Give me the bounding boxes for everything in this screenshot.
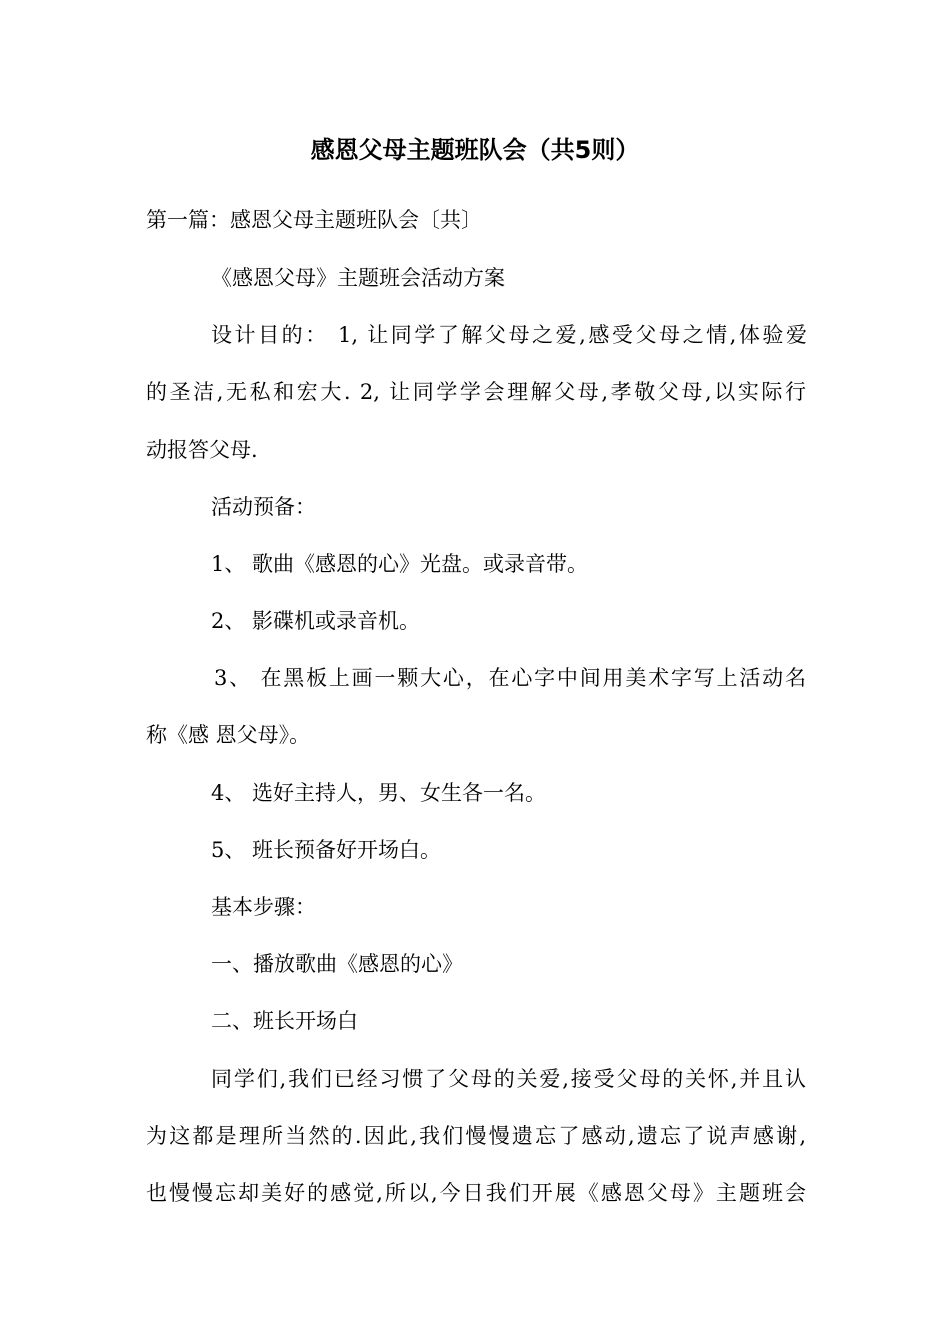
- paragraph-line: 动报答父母.: [146, 438, 258, 462]
- subheading: 基本步骤：: [211, 895, 316, 919]
- list-item-continuation: 称《感 恩父母》。: [146, 723, 311, 747]
- list-item: 3、 在黑板上画一颗大心，在心字中间用美术字写上活动名: [214, 666, 806, 690]
- list-item: 5、 班长预备好开场白。: [211, 838, 442, 862]
- paragraph-line: 设计目的： 1, 让同学了解父母之爱,感受父母之情,体验爱: [211, 323, 807, 347]
- paragraph-line: 也慢慢忘却美好的感觉,所以,今日我们开展《感恩父母》主题班会: [146, 1181, 806, 1205]
- list-item: 4、 选好主持人，男、女生各一名。: [211, 781, 547, 805]
- plan-title: 《感恩父母》主题班会活动方案: [211, 266, 505, 290]
- step-item: 二、班长开场白: [211, 1009, 358, 1033]
- document-title: 感恩父母主题班队会（共5则）: [310, 136, 640, 164]
- paragraph-line: 为这都是理所当然的.因此,我们慢慢遗忘了感动,遗忘了说声感谢,: [146, 1124, 806, 1148]
- paragraph-line: 的圣洁,无私和宏大. 2, 让同学学会理解父母,孝敬父母,以实际行: [146, 380, 806, 404]
- subheading: 活动预备：: [211, 495, 316, 519]
- paragraph-line: 同学们,我们已经习惯了父母的关爱,接受父母的关怀,并且认: [211, 1067, 806, 1091]
- section-heading: 第一篇：感恩父母主题班队会〔共〕: [146, 208, 482, 232]
- list-item: 1、 歌曲《感恩的心》光盘。或录音带。: [211, 552, 589, 576]
- step-item: 一、播放歌曲《感恩的心》: [211, 952, 463, 976]
- list-item: 2、 影碟机或录音机。: [211, 609, 421, 633]
